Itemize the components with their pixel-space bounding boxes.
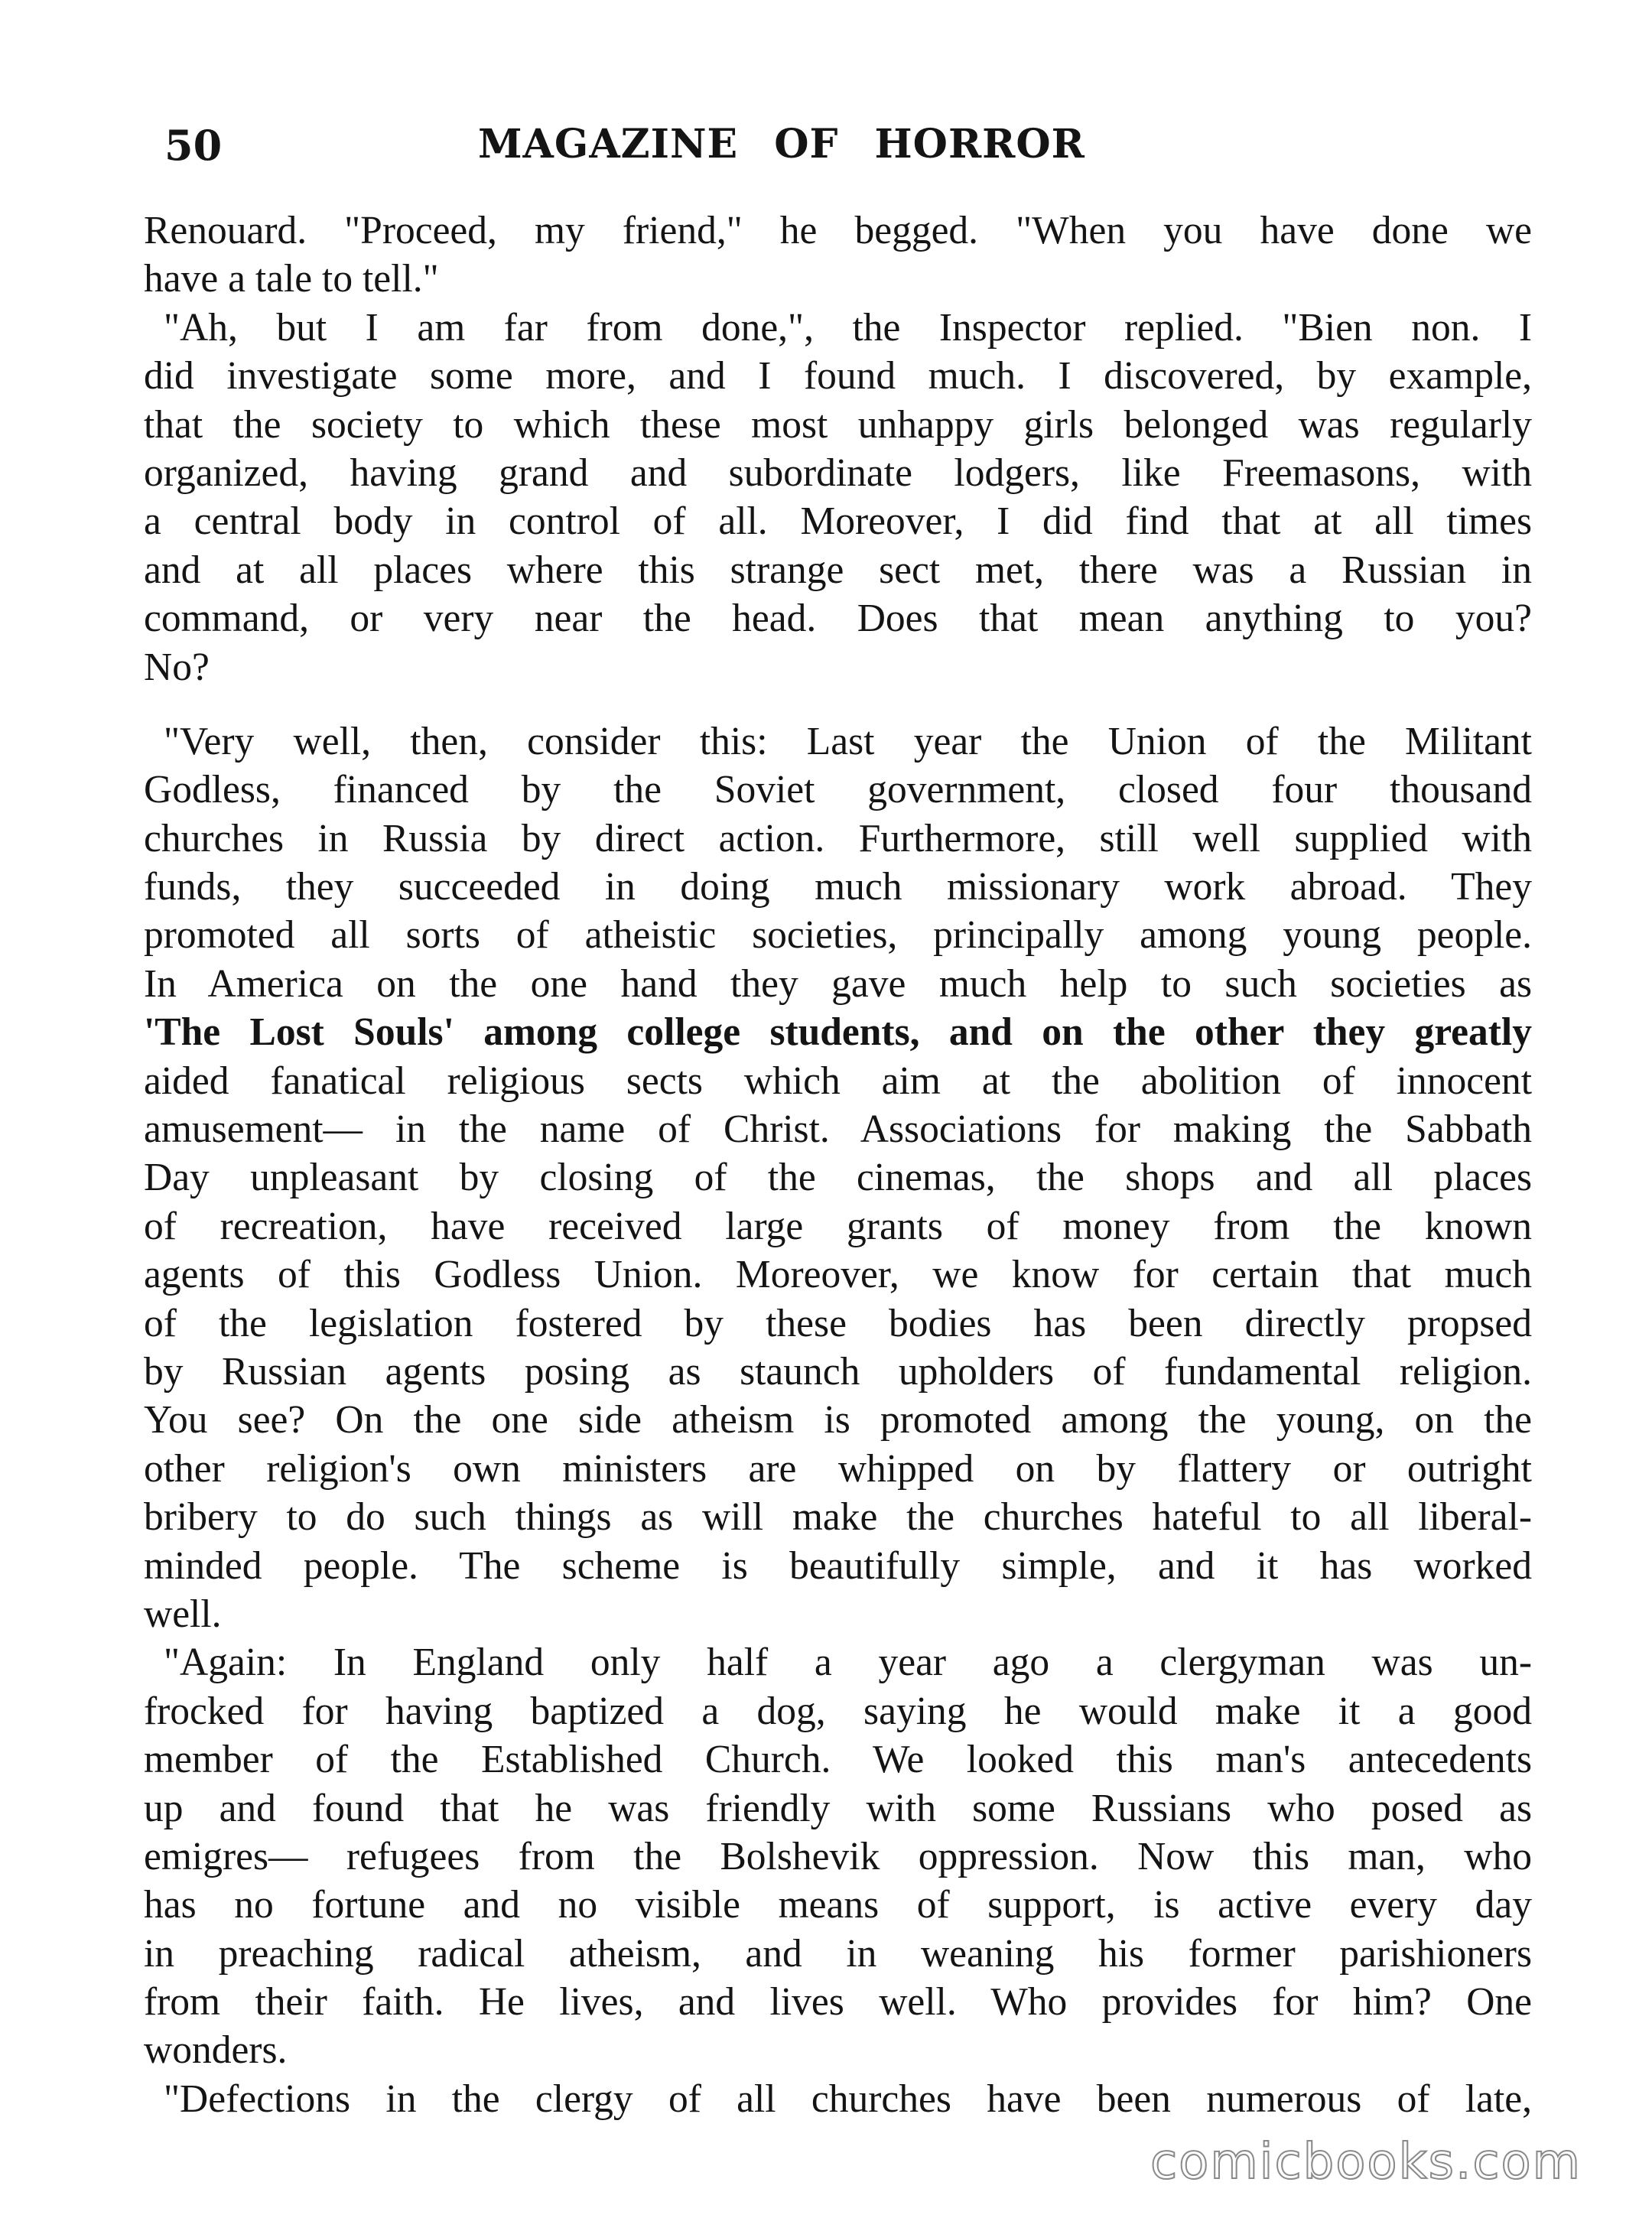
- text-line: has no fortune and no visible means of support, is active every day: [144, 1883, 1532, 1927]
- text-line: did investigate some more, and I found much. I discovered, by example,: [144, 354, 1532, 398]
- text-line: in preaching radical atheism, and in weaning his former parishioners: [144, 1931, 1532, 1976]
- text-line: You see? On the one side atheism is promoted among the young, on the: [144, 1398, 1532, 1442]
- page-header: [164, 121, 1530, 176]
- text-line: 'The Lost Souls' among college students, and on the other they greatly: [144, 1010, 1532, 1055]
- magazine-title: MAGAZINE OF HORROR: [478, 121, 1085, 167]
- text-line: by Russian agents posing as staunch upholders of fundamental religion.: [144, 1349, 1532, 1394]
- text-line: agents of this Godless Union. Moreover, we know for certain that much: [144, 1253, 1532, 1297]
- text-line: amusement— in the name of Christ. Associations for making the Sabbath: [144, 1107, 1532, 1152]
- text-line: Day unpleasant by closing of the cinemas, the shops and all places: [144, 1156, 1532, 1200]
- text-line: No?: [144, 645, 210, 689]
- text-line: command, or very near the head. Does that mean anything to you?: [144, 597, 1532, 641]
- text-line: wonders.: [144, 2028, 288, 2073]
- text-line: well.: [144, 1592, 222, 1636]
- text-line: promoted all sorts of atheistic societies, principally among young people.: [144, 913, 1532, 958]
- watermark-text: comicbooks.com: [1150, 2134, 1582, 2190]
- text-line: member of the Established Church. We looked this man's antecedents: [144, 1738, 1532, 1782]
- text-line: from their faith. He lives, and lives well. Who provides for him? One: [144, 1980, 1532, 2024]
- text-line: "Very well, then, consider this: Last year the Union of the Militant: [164, 719, 1532, 763]
- text-line: that the society to which these most unhappy girls belonged was regularly: [144, 402, 1532, 447]
- text-line: churches in Russia by direct action. Furthermore, still well supplied with: [144, 816, 1532, 860]
- text-line: up and found that he was friendly with some Russians who posed as: [144, 1786, 1532, 1830]
- text-line: emigres— refugees from the Bolshevik oppression. Now this man, who: [144, 1834, 1532, 1878]
- text-line: Godless, financed by the Soviet government, closed four thousand: [144, 768, 1532, 812]
- text-line: bribery to do such things as will make the churches hateful to all liberal-: [144, 1495, 1532, 1540]
- text-line: Renouard. "Proceed, my friend," he begged. "When you have done we: [144, 209, 1532, 252]
- text-line: of recreation, have received large grants of money from the known: [144, 1204, 1532, 1248]
- text-line: "Ah, but I am far from done,", the Inspector replied. "Bien non. I: [164, 305, 1532, 350]
- text-line: funds, they succeeded in doing much missionary work abroad. They: [144, 865, 1532, 909]
- text-line: "Defections in the clergy of all churches have been numerous of late,: [164, 2077, 1532, 2121]
- text-line: a central body in control of all. Moreover, I did find that at all times: [144, 499, 1532, 544]
- text-line: In America on the one hand they gave much help to such societies as: [144, 961, 1532, 1006]
- text-line: organized, having grand and subordinate lodgers, like Freemasons, with: [144, 450, 1532, 495]
- text-line: minded people. The scheme is beautifully simple, and it has worked: [144, 1543, 1532, 1588]
- text-line: of the legislation fostered by these bodies has been directly propsed: [144, 1301, 1532, 1345]
- text-line: aided fanatical religious sects which aim at the abolition of innocent: [144, 1059, 1532, 1103]
- story-text: [144, 207, 1532, 2123]
- text-line: have a tale to tell.": [144, 257, 439, 301]
- text-line: and at all places where this strange sect met, there was a Russian in: [144, 548, 1532, 592]
- page-number: 50: [164, 121, 223, 170]
- text-line: frocked for having baptized a dog, saying he would make it a good: [144, 1689, 1532, 1733]
- text-line: "Again: In England only half a year ago a clergyman was un-: [164, 1641, 1532, 1685]
- paragraph-gap: [144, 691, 1532, 717]
- text-line: other religion's own ministers are whipped on by flattery or outright: [144, 1446, 1532, 1491]
